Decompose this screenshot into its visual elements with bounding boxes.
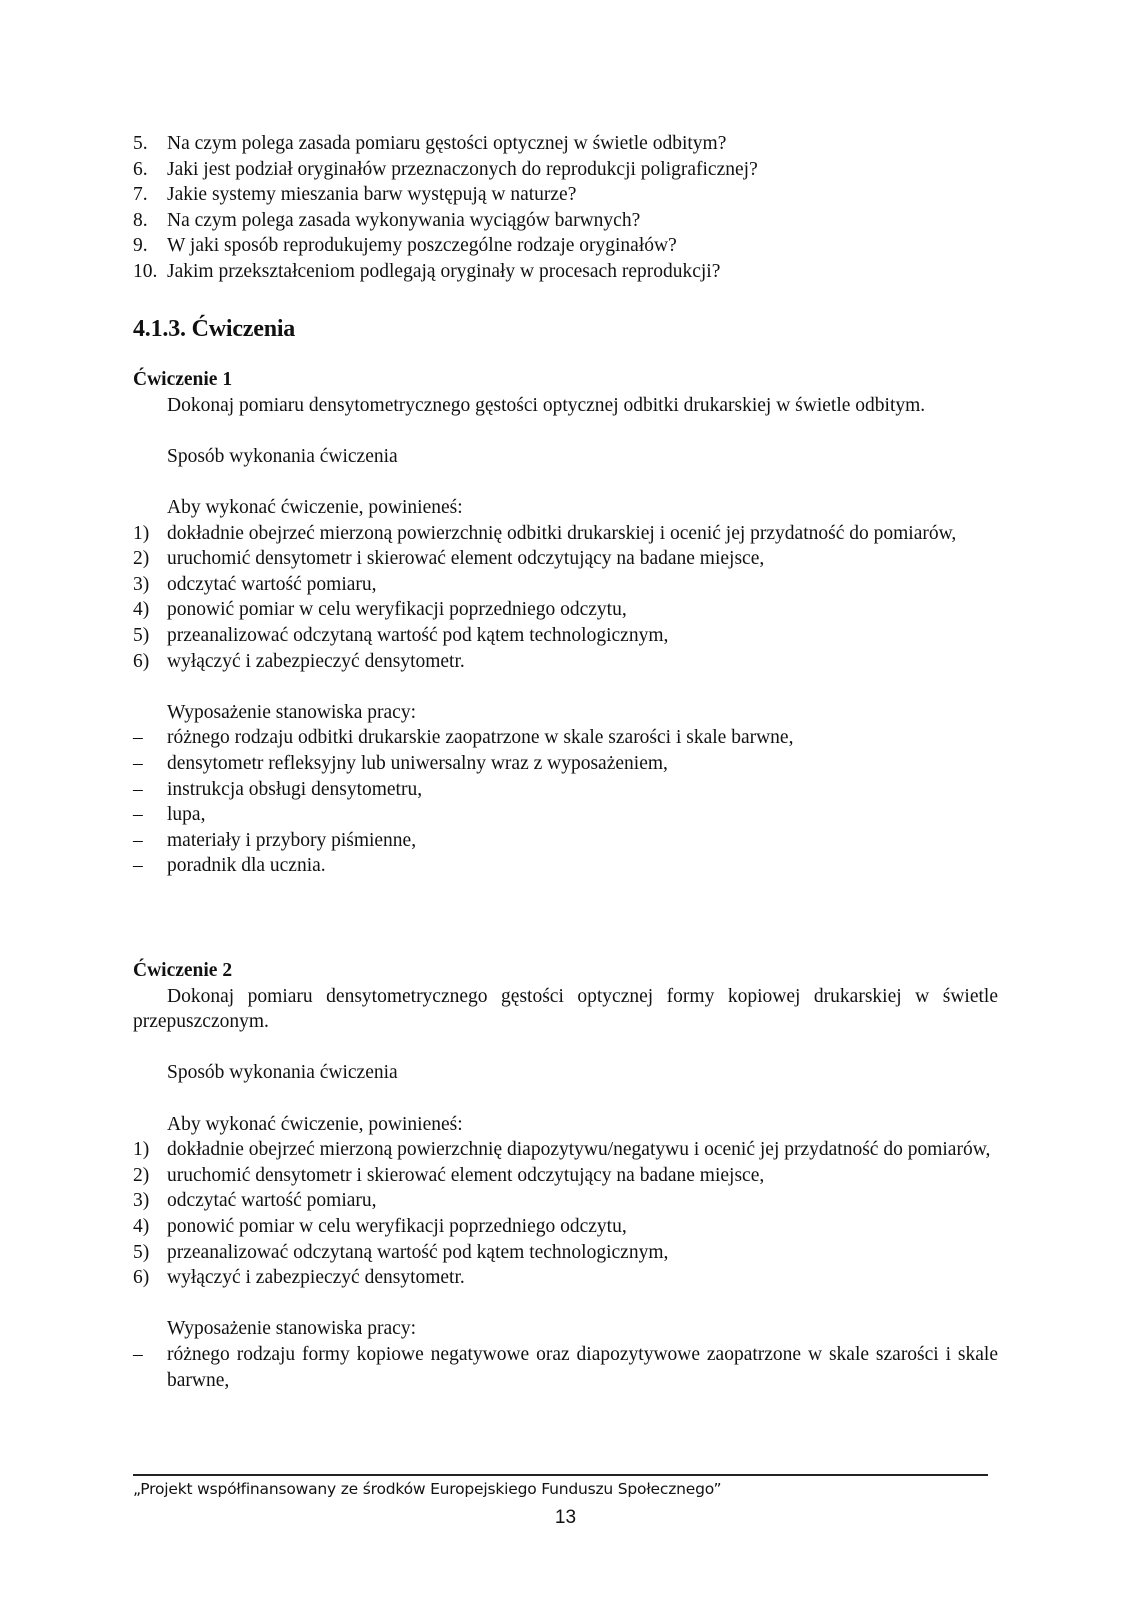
equipment-item: [133, 828, 998, 854]
question-number: 7.: [133, 184, 148, 206]
dash-bullet: –: [133, 752, 143, 774]
step-text: wyłączyć i zabezpieczyć densytometr.: [167, 1267, 465, 1289]
dash-bullet: –: [133, 804, 143, 826]
equipment-heading: Wyposażenie stanowiska pracy:: [167, 1318, 416, 1340]
exercise-description: Dokonaj pomiaru densytometrycznego gęstości optycznej odbitki drukarskiej w świetle odbitym.: [167, 394, 926, 416]
question-item: [133, 157, 998, 183]
equipment-list: [133, 725, 998, 879]
method-heading: Sposób wykonania ćwiczenia: [167, 1062, 398, 1084]
step-item: [133, 1240, 998, 1266]
method-heading: Sposób wykonania ćwiczenia: [167, 445, 398, 467]
equipment-text: poradnik dla ucznia.: [167, 855, 326, 877]
step-number: 1): [133, 1139, 150, 1161]
step-text: odczytać wartość pomiaru,: [167, 1190, 377, 1212]
section-heading: 4.1.3. Ćwiczenia: [133, 316, 296, 342]
review-questions-list: [133, 131, 998, 285]
equipment-list: [133, 1342, 998, 1393]
exercise-title: Ćwiczenie 2: [133, 960, 233, 981]
steps-list: [133, 521, 998, 675]
question-number: 6.: [133, 158, 148, 180]
question-item: [133, 208, 998, 234]
step-text: odczytać wartość pomiaru,: [167, 573, 377, 595]
question-number: 10.: [133, 260, 158, 282]
step-text: uruchomić densytometr i skierować element odczytujący na badane miejsce,: [167, 1164, 765, 1186]
step-item: [133, 1188, 998, 1214]
equipment-item: [133, 1342, 998, 1393]
equipment-text: instrukcja obsługi densytometru,: [167, 778, 423, 800]
exercise-description: Dokonaj pomiaru densytometrycznego gęstości optycznej formy kopiowej drukarskiej w świetle przepuszczonym.: [133, 985, 998, 1033]
step-item: [133, 597, 998, 623]
step-number: 3): [133, 573, 150, 595]
equipment-heading: Wyposażenie stanowiska pracy:: [167, 701, 416, 723]
dash-bullet: –: [133, 829, 143, 851]
step-number: 6): [133, 1267, 150, 1289]
step-text: ponowić pomiar w celu weryfikacji poprzedniego odczytu,: [167, 599, 627, 621]
page-number: 13: [554, 1507, 577, 1528]
question-text: Jakim przekształceniom podlegają oryginały w procesach reprodukcji?: [167, 260, 721, 282]
step-item: [133, 1137, 998, 1163]
step-number: 4): [133, 599, 150, 621]
footer-funding-note: „Projekt współfinansowany ze środków Europejskiego Funduszu Społecznego”: [133, 1480, 722, 1498]
exercise-1: [133, 367, 998, 879]
step-item: [133, 623, 998, 649]
equipment-text: lupa,: [167, 804, 206, 826]
step-number: 6): [133, 650, 150, 672]
step-number: 5): [133, 1241, 150, 1263]
equipment-text: różnego rodzaju formy kopiowe negatywowe oraz diapozytywowe zaopatrzone w skale szarości i skale barwne,: [167, 1343, 998, 1391]
dash-bullet: –: [133, 727, 143, 749]
question-item: [133, 259, 998, 285]
steps-list: [133, 1137, 998, 1291]
question-item: [133, 182, 998, 208]
step-text: przeanalizować odczytaną wartość pod kątem technologicznym,: [167, 1241, 669, 1263]
step-text: wyłączyć i zabezpieczyć densytometr.: [167, 650, 465, 672]
step-item: [133, 1265, 998, 1291]
equipment-item: [133, 802, 998, 828]
equipment-text: różnego rodzaju odbitki drukarskie zaopatrzone w skale szarości i skale barwne,: [167, 727, 794, 749]
step-text: dokładnie obejrzeć mierzoną powierzchnię diapozytywu/negatywu i ocenić jej przydatność do pomiarów,: [167, 1139, 991, 1161]
equipment-item: [133, 853, 998, 879]
question-number: 9.: [133, 235, 148, 257]
footer-divider: [133, 1474, 988, 1476]
step-number: 5): [133, 624, 150, 646]
steps-intro: Aby wykonać ćwiczenie, powinieneś:: [167, 1113, 463, 1135]
step-number: 2): [133, 548, 150, 570]
dash-bullet: –: [133, 778, 143, 800]
question-number: 5.: [133, 133, 148, 154]
equipment-text: densytometr refleksyjny lub uniwersalny wraz z wyposażeniem,: [167, 752, 668, 774]
dash-bullet: –: [133, 855, 143, 877]
step-item: [133, 1163, 998, 1189]
equipment-text: materiały i przybory piśmienne,: [167, 829, 417, 851]
exercise-title: Ćwiczenie 1: [133, 369, 233, 390]
step-number: 3): [133, 1190, 150, 1212]
step-item: [133, 572, 998, 598]
step-item: [133, 521, 998, 547]
question-text: Na czym polega zasada wykonywania wyciągów barwnych?: [167, 209, 641, 231]
step-item: [133, 649, 998, 675]
step-text: przeanalizować odczytaną wartość pod kątem technologicznym,: [167, 624, 669, 646]
exercise-2: [133, 958, 998, 1393]
question-item: [133, 233, 998, 259]
question-text: Jakie systemy mieszania barw występują w naturze?: [167, 184, 577, 206]
steps-intro: Aby wykonać ćwiczenie, powinieneś:: [167, 496, 463, 518]
equipment-item: [133, 725, 998, 751]
question-text: Na czym polega zasada pomiaru gęstości optycznej w świetle odbitym?: [167, 133, 727, 154]
question-text: Jaki jest podział oryginałów przeznaczonych do reprodukcji poligraficznej?: [167, 158, 758, 180]
step-item: [133, 1214, 998, 1240]
step-text: dokładnie obejrzeć mierzoną powierzchnię odbitki drukarskiej i ocenić jej przydatność do pomiarów,: [167, 522, 957, 544]
step-text: ponowić pomiar w celu weryfikacji poprzedniego odczytu,: [167, 1215, 627, 1237]
question-number: 8.: [133, 209, 148, 231]
step-number: 4): [133, 1215, 150, 1237]
dash-bullet: –: [133, 1343, 143, 1365]
question-text: W jaki sposób reprodukujemy poszczególne rodzaje oryginałów?: [167, 235, 677, 257]
equipment-item: [133, 777, 998, 803]
step-item: [133, 546, 998, 572]
step-number: 1): [133, 522, 150, 544]
step-text: uruchomić densytometr i skierować element odczytujący na badane miejsce,: [167, 548, 765, 570]
step-number: 2): [133, 1164, 150, 1186]
equipment-item: [133, 751, 998, 777]
question-item: [133, 131, 998, 157]
